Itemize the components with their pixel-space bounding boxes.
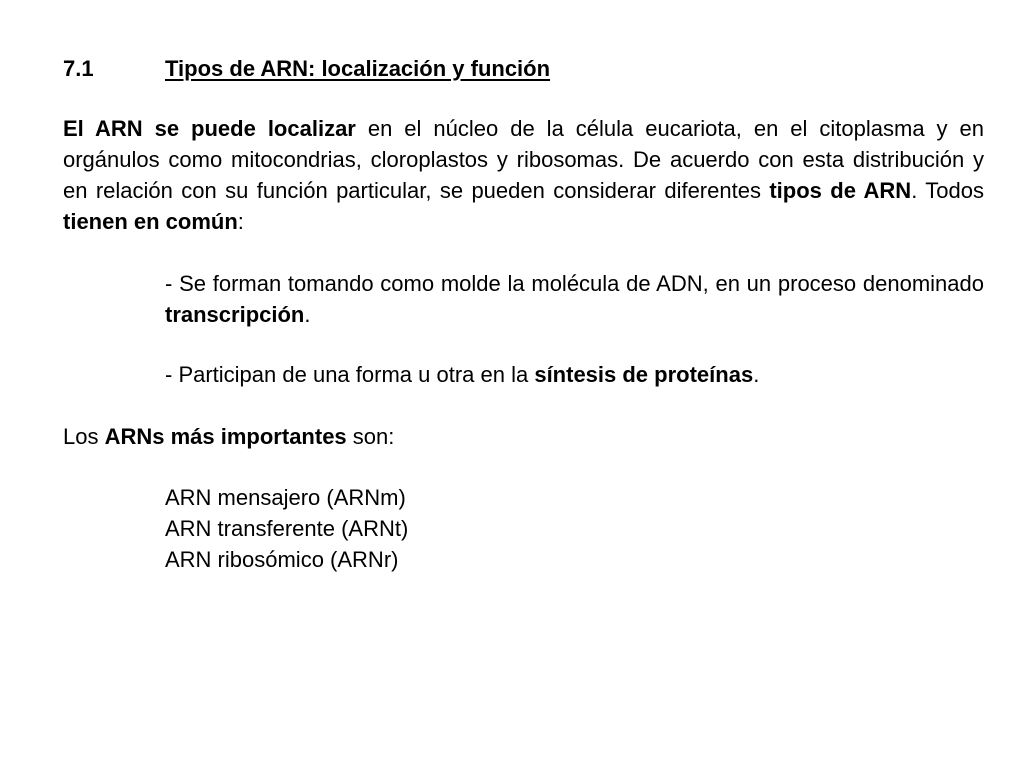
bullet-protein-synthesis	[165, 359, 984, 390]
important-pre: Los	[63, 424, 105, 449]
intro-bold-types: tipos de ARN	[769, 178, 912, 203]
intro-bold-common: tienen en común	[63, 209, 238, 234]
intro-bold-location: El ARN se puede localizar	[63, 116, 356, 141]
arn-type-mensajero: ARN mensajero (ARNm)	[165, 485, 406, 510]
bullet-1-bold: transcripción	[165, 302, 305, 327]
bullet-transcription	[165, 268, 984, 330]
bullet-2-end: .	[753, 362, 760, 387]
bullet-2-text: - Participan de una forma u otra en la	[165, 362, 535, 387]
important-bold: ARNs más importantes	[104, 424, 347, 449]
arn-types-list	[165, 482, 408, 575]
arn-type-transferente: ARN transferente (ARNt)	[165, 516, 409, 541]
section-title: Tipos de ARN: localización y función	[165, 56, 551, 81]
intro-text-2: . Todos	[911, 178, 984, 203]
bullet-2-bold: síntesis de proteínas	[534, 362, 754, 387]
intro-paragraph	[63, 113, 984, 237]
intro-text-1: en el núcleo de la célula eucariota, en el citoplasma y en orgánulos como mitocondrias, cloroplastos y ribosomas. De acuerdo con esta distribución y en relación con su función particular, se pueden considerar diferentes	[63, 116, 984, 203]
important-post: son:	[346, 424, 395, 449]
important-arn-intro	[63, 421, 984, 452]
bullet-1-text: - Se forman tomando como molde la molécula de ADN, en un proceso denominado	[165, 271, 984, 296]
section-heading	[63, 53, 550, 84]
bullet-1-end: .	[304, 302, 311, 327]
section-number: 7.1	[63, 56, 94, 81]
intro-text-3: :	[237, 209, 244, 234]
slide	[63, 0, 984, 768]
arn-type-ribosomico: ARN ribosómico (ARNr)	[165, 547, 399, 572]
